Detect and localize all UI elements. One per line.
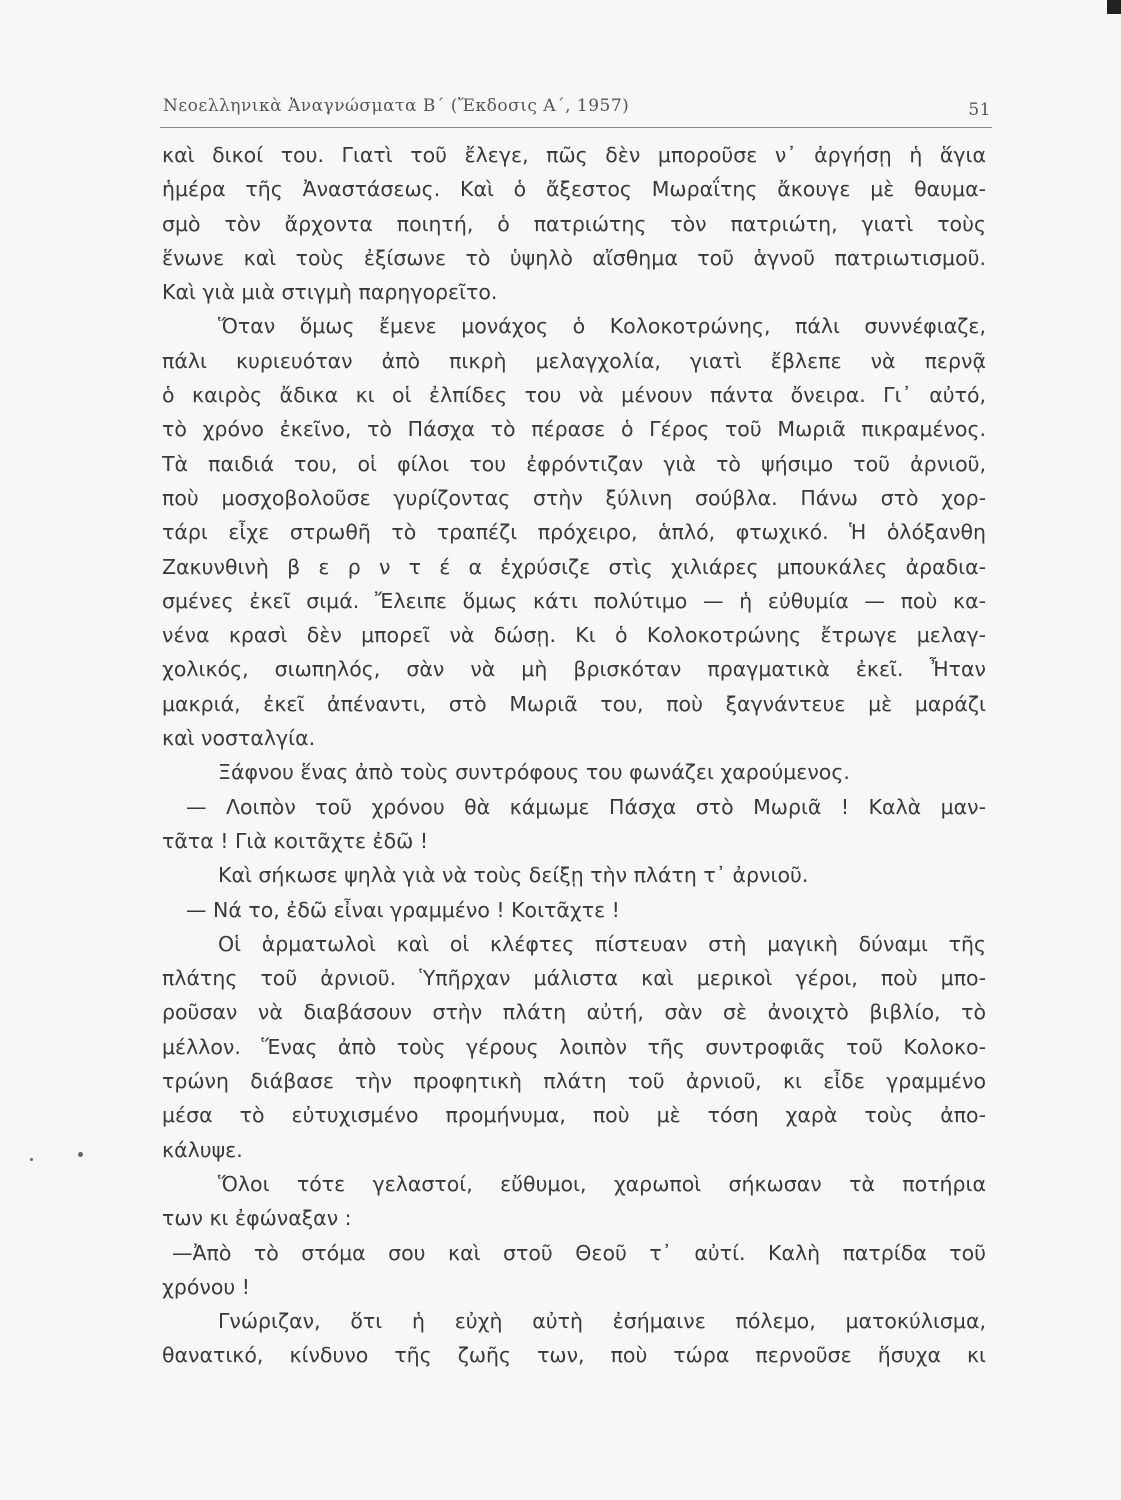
text-line: Καὶ σήκωσε ψηλὰ γιὰ νὰ τοὺς δείξῃ τὴν πλάτη τ᾽ ἀρνιοῦ. [218, 863, 809, 888]
page-corner-mark [1107, 0, 1121, 14]
text-line: θανατικό, κίνδυνο τῆς ζωῆς των, ποὺ τώρα περνοῦσε ἥσυχα κι [162, 1343, 986, 1368]
text-line: Ὅλοι τότε γελαστοί, εὔθυμοι, χαρωποὶ σήκωσαν τὰ ποτήρια [218, 1171, 986, 1196]
body-text [162, 138, 986, 1373]
text-line: νένα κρασὶ δὲν μπορεῖ νὰ δώσῃ. Κι ὁ Κολοκοτρώνης ἔτρωγε μελαγ- [162, 623, 986, 648]
text-line: των κι ἐφώναξαν : [162, 1206, 352, 1231]
text-line: μακριά, ἐκεῖ ἀπέναντι, στὸ Μωριᾶ του, ποὺ ξαγνάντευε μὲ μαράζι [162, 691, 986, 716]
text-line: —Ἀπὸ τὸ στόμα σου καὶ στοῦ Θεοῦ τ᾽ αὐτί. Καλὴ πατρίδα τοῦ [172, 1240, 986, 1265]
text-line: Καὶ γιὰ μιὰ στιγμὴ παρηγορεῖτο. [162, 280, 498, 305]
text-line: Ξάφνου ἕνας ἀπὸ τοὺς συντρόφους του φωνάζει χαρούμενος. [218, 760, 850, 785]
text-line: ἕνωνε καὶ τοὺς ἐξίσωνε τὸ ὑψηλὸ αἴσθημα τοῦ ἁγνοῦ πατριωτισμοῦ. [162, 245, 986, 270]
text-line: Γνώριζαν, ὅτι ἡ εὐχὴ αὐτὴ ἐσήμαινε πόλεμο, ματοκύλισμα, [218, 1309, 986, 1334]
text-line: Ζακυνθινὴ β ε ρ ν τ έ α ἐχρύσιζε στὶς χιλιάρες μπουκάλες ἀραδια- [162, 554, 986, 579]
text-line: Οἱ ἁρματωλοὶ καὶ οἱ κλέφτες πίστευαν στὴ μαγικὴ δύναμι τῆς [218, 931, 986, 956]
text-line: χολικός, σιωπηλός, σὰν νὰ μὴ βρισκόταν πραγματικὰ ἐκεῖ. Ἦταν [162, 657, 986, 682]
text-line: κάλυψε. [162, 1137, 243, 1162]
scan-speck [78, 1152, 83, 1157]
header-title: Νεοελληνικὰ Ἀναγνώσματα Β΄ (Ἔκδοσις Α΄, 1957) [163, 96, 630, 116]
text-line: καὶ νοσταλγία. [162, 726, 316, 751]
text-line: μέσα τὸ εὐτυχισμένο προμήνυμα, ποὺ μὲ τόση χαρὰ τοὺς ἀπο- [162, 1103, 986, 1128]
text-line: πάλι κυριευόταν ἀπὸ πικρὴ μελαγχολία, γιατὶ ἔβλεπε νὰ περνᾷ [162, 348, 986, 373]
text-line: πλάτης τοῦ ἀρνιοῦ. Ὑπῆρχαν μάλιστα καὶ μερικοὶ γέροι, ποὺ μπο- [162, 966, 986, 991]
text-line: τᾶτα ! Γιὰ κοιτᾶχτε ἐδῶ ! [162, 828, 429, 853]
text-line: τὸ χρόνο ἐκεῖνο, τὸ Πάσχα τὸ πέρασε ὁ Γέρος τοῦ Μωριᾶ πικραμένος. [162, 417, 986, 442]
running-header [163, 92, 991, 124]
text-line: ροῦσαν νὰ διαβάσουν στὴν πλάτη αὐτή, σὰν σὲ ἀνοιχτὸ βιβλίο, τὸ [162, 1000, 986, 1025]
text-line: τάρι εἶχε στρωθῆ τὸ τραπέζι πρόχειρο, ἁπλό, φτωχικό. Ἡ ὁλόξανθη [162, 520, 986, 545]
scan-speck [30, 1158, 33, 1161]
text-line: Τὰ παιδιά του, οἱ φίλοι του ἐφρόντιζαν γιὰ τὸ ψήσιμο τοῦ ἀρνιοῦ, [162, 451, 986, 476]
text-line: ποὺ μοσχοβολοῦσε γυρίζοντας στὴν ξύλινη σούβλα. Πάνω στὸ χορ- [162, 485, 986, 510]
text-line: ὁ καιρὸς ἄδικα κι οἱ ἐλπίδες του νὰ μένουν πάντα ὄνειρα. Γι᾽ αὐτό, [162, 383, 986, 408]
text-line: σμένες ἐκεῖ σιμά. Ἔλειπε ὅμως κάτι πολύτιμο — ἡ εὐθυμία — ποὺ κα- [162, 588, 986, 613]
text-line: καὶ δικοί του. Γιατὶ τοῦ ἔλεγε, πῶς δὲν μποροῦσε ν᾽ ἀργήσῃ ἡ ἅγια [162, 143, 986, 167]
text-line: — Λοιπὸν τοῦ χρόνου θὰ κάμωμε Πάσχα στὸ Μωριᾶ ! Καλὰ μαν- [186, 794, 986, 819]
page-number: 51 [968, 100, 991, 120]
text-line: ἡμέρα τῆς Ἀναστάσεως. Καὶ ὁ ἄξεστος Μωραΐτης ἄκουγε μὲ θαυμα- [162, 177, 986, 202]
header-rule [160, 127, 992, 128]
text-line: σμὸ τὸν ἄρχοντα ποιητή, ὁ πατριώτης τὸν πατριώτη, γιατὶ τοὺς [162, 211, 986, 236]
text-line: χρόνου ! [162, 1274, 250, 1299]
text-line: Ὅταν ὅμως ἔμενε μονάχος ὁ Κολοκοτρώνης, πάλι συννέφιαζε, [218, 314, 986, 339]
text-line: — Νά το, ἐδῶ εἶναι γραμμένο ! Κοιτᾶχτε ! [186, 897, 620, 922]
text-line: τρώνη διάβασε τὴν προφητικὴ πλάτη τοῦ ἀρνιοῦ, κι εἶδε γραμμένο [162, 1069, 986, 1094]
text-line: μέλλον. Ἕνας ἀπὸ τοὺς γέρους λοιπὸν τῆς συντροφιᾶς τοῦ Κολοκο- [162, 1034, 986, 1059]
